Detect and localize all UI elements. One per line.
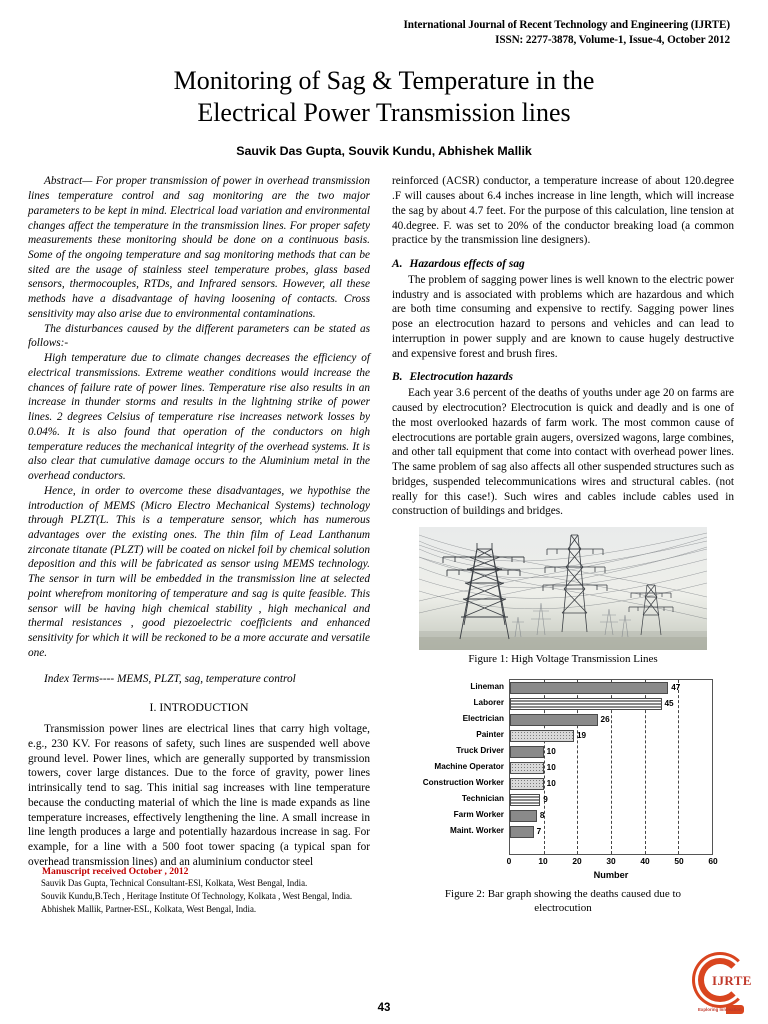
- chart-x-tick: 30: [606, 855, 616, 866]
- chart-category-label: Truck Driver: [456, 745, 504, 755]
- chart-bar-value: 19: [576, 730, 587, 740]
- chart-category-label: Laborer: [473, 697, 504, 707]
- abstract-text: For proper transmission of power in overhead transmission lines temperature control and sag monitoring are the two major parameters to be kept in mind. Electrical load variation and environmental changes affect the temperature in the transmission lines. For proper safety measurements these monitoring should be done on a continuous basis. Some of the ongoing temperature and sag monitoring methods that can be sited are the usage of stainless steel temperature probes, glass based sensors, thermocouples, RTDs, and Infrared sensors. However, all these methods have a disadvantage of having loosening of contacts. Cross sensitivity may also arise due to environmental contaminations.: [28, 175, 370, 320]
- subsection-b-title: Electrocution hazards: [409, 371, 513, 384]
- chart-category-label: Technician: [461, 793, 504, 803]
- chart-category-label: Maint. Worker: [450, 825, 504, 835]
- chart-x-axis-label: Number: [593, 869, 629, 880]
- subsection-b-label: B.: [392, 371, 403, 384]
- figure-2-chart: [413, 679, 718, 880]
- section-heading-introduction: I. INTRODUCTION: [149, 700, 249, 715]
- chart-bar-row: [510, 744, 712, 760]
- chart-x-tick: 0: [506, 855, 512, 866]
- page-title: [28, 65, 740, 128]
- hazardous-effects-paragraph: The problem of sagging power lines is well known to the electric power industry and is associated with problems which are hazardous and which are both time consuming and expensive to rectify. Sagging power lines pose an electrocution hazard to persons and vehicles and can lead to interruption in power supply and are known to cause hugely destructive and expensive forest and brush fires.: [392, 274, 734, 360]
- transmission-towers-illustration: [419, 527, 707, 650]
- chart-bar: [510, 682, 668, 694]
- logo-text: IJRTE: [712, 973, 752, 988]
- chart-bar-value: 9: [543, 794, 548, 804]
- footnote-author-3: Abhishek Mallik, Partner-ESL, Kolkata, West Bengal, India.: [41, 903, 257, 914]
- acsr-paragraph: reinforced (ACSR) conductor, a temperature increase of about 120.degree .F will causes about 6.4 inches increase in line length, which will increase the sag by about 4.7 feet. For the purpose of this calculation, line tension at 40.degree. F. was set to 20% of the conductor breaking load (a common practice by the transmission line designers).: [392, 175, 734, 247]
- chart-bar-value: 7: [536, 826, 542, 836]
- chart-bar-value: 8: [539, 810, 545, 820]
- chart-x-axis-ticks: [506, 855, 718, 869]
- high-temperature-paragraph: High temperature due to climate changes decreases the efficiency of electrical transmissions. Extreme weather conditions would increase the chances of failure rate of power lines. Temperature rise also results in an increase in thunder storms and results in the lightning strike of power lines. 2 degrees Celsius of temperature rise increases network losses by 0.04%. It is also found that operation of the conductors on high temperature reduces the mechanical integrity of the overhead systems. It is also clear that cumulative damage occurs to the Aluminium metal in the overhead conductors.: [28, 352, 370, 483]
- journal-name: International Journal of Recent Technology and Engineering (IJRTE): [403, 19, 730, 31]
- chart-category-label: Electrician: [462, 713, 504, 723]
- chart-x-tick: 20: [572, 855, 582, 866]
- chart-category-labels: [413, 679, 509, 855]
- chart-x-tick: 10: [538, 855, 548, 866]
- abstract-label: Abstract—: [44, 175, 93, 188]
- footnote-author-1: Sauvik Das Gupta, Technical Consultant-ESl, Kolkata, West Bengal, India.: [41, 877, 308, 888]
- chart-bar-value: 10: [546, 778, 556, 788]
- chart-bar-row: [510, 776, 712, 792]
- page-number: 43: [377, 1002, 391, 1014]
- figure-2-caption-line-1: Figure 2: Bar graph showing the deaths caused due to: [444, 887, 682, 900]
- chart-category-label: Construction Worker: [422, 777, 504, 787]
- subsection-a-label: A.: [392, 258, 403, 271]
- chart-category-label: Lineman: [470, 681, 504, 691]
- abstract-paragraph: [28, 174, 370, 321]
- introduction-paragraph: Transmission power lines are electrical lines that carry high voltage, e.g., 230 KV. For reasons of safety, such lines are suspended well above ground level. Power lines, which are generally supported by transmission towers, cover large distances. Due to the force of gravity, power lines intrinsically tend to sag. This initial sag increases with line temperature because the conducting material of which the line is made expands as line temperature increases, effectively lengthening the line. A small increase in line length produces a large and potentially hazardous increase in sag. For example, for a line with a 500 foot tower spacing (a typical span for overhead transmission lines) and an aluminium conductor steel: [28, 723, 370, 868]
- chart-x-tick: 60: [708, 855, 718, 866]
- chart-bar-value: 47: [671, 682, 681, 692]
- index-terms: Index Terms---- MEMS, PLZT, sag, temperature control: [44, 672, 296, 685]
- chart-bar: [510, 810, 537, 822]
- chart-bar: [510, 746, 544, 758]
- chart-category-label: Painter: [476, 729, 504, 739]
- manuscript-received-note: Manuscript received October , 2012: [42, 865, 189, 877]
- chart-bar-row: [510, 808, 712, 824]
- footnote-author-2: Souvik Kundu,B.Tech , Heritage Institute Of Technology, Kolkata , West Bengal, India.: [41, 890, 353, 901]
- chart-bar-value: 26: [600, 714, 610, 724]
- title-line-1: Monitoring of Sag & Temperature in the: [173, 65, 595, 95]
- chart-bar: [510, 730, 574, 742]
- figure-2-caption: [392, 887, 734, 916]
- title-line-2: Electrical Power Transmission lines: [197, 97, 571, 127]
- chart-bar-series: [510, 680, 712, 854]
- chart-category-label: Farm Worker: [453, 809, 504, 819]
- figure-1-caption: Figure 1: High Voltage Transmission Lines: [468, 653, 658, 666]
- chart-x-tick: 50: [674, 855, 684, 866]
- chart-x-tick: 40: [640, 855, 650, 866]
- disturbances-paragraph: The disturbances caused by the different parameters can be stated as follows:-: [28, 322, 370, 350]
- mems-paragraph: Hence, in order to overcome these disadvantages, we hypothise the introduction of MEMS (Micro Electro Mechanical Systems) technology through PLZT(L. This is a temperature sensor, which has numerous advantages over the existing ones. The thin film of Lead Lanthanum zirconate titanate (PLZT) will be coated on nickel foil by chemical solution deposition and this will be fabricated as sensor using MEMS technology. The sensor in turn will be embedded in the transmission line at selected point wherefrom monitoring of temperature and sag is quite feasible. This sensor will be having high chemical stability , high mechanical and thermal resistances , good piezoelectric coefficients and enhanced sensitivity for which it will be reckoned to be a more accurate and versatile one.: [28, 484, 370, 659]
- chart-bar: [510, 826, 534, 838]
- chart-bar: [510, 762, 544, 774]
- figure-1-image: [419, 527, 707, 650]
- chart-bar-row: [510, 728, 712, 744]
- chart-bar: [510, 698, 662, 710]
- subsection-heading-electrocution-hazards: [392, 371, 734, 383]
- subsection-heading-hazardous-effects: [392, 258, 734, 270]
- chart-bar-value: 45: [664, 698, 674, 708]
- journal-header: [28, 18, 740, 49]
- chart-bar-row: [510, 680, 712, 696]
- chart-bar-value: 10: [546, 746, 556, 756]
- right-column: [392, 174, 734, 915]
- chart-bar-row: [510, 792, 712, 808]
- left-column: [28, 174, 370, 915]
- footnote-block: [28, 866, 370, 916]
- logo-tagline: Exploring Innovation: [698, 1007, 742, 1012]
- chart-bar-value: 10: [546, 762, 556, 772]
- chart-bar: [510, 778, 544, 790]
- chart-bar-row: [510, 712, 712, 728]
- chart-category-label: Machine Operator: [434, 761, 504, 771]
- chart-bar-row: [510, 760, 712, 776]
- electrocution-hazards-paragraph: Each year 3.6 percent of the deaths of youths under age 20 on farms are caused by electrocution? Electrocution is quick and deadly and is one of the most overlooked hazards of farm work. The most common cause of electrocutions are portable grain augers, oversized wagons, large combines, and other tall equipment that come into contact with overhead power lines. The same problem of sag also affects all other suspended structures such as bridges, suspended telecommunications wires and structural cables. (not really for this case!). Such wires and cables include cables used in construction of buildings and bridges.: [392, 387, 734, 518]
- figure-2-caption-line-2: electrocution: [534, 902, 592, 915]
- chart-bars-area: [509, 679, 713, 855]
- author-list: Sauvik Das Gupta, Souvik Kundu, Abhishek Mallik: [236, 144, 532, 159]
- two-column-body: [28, 174, 740, 915]
- subsection-a-title: Hazardous effects of sag: [409, 258, 525, 271]
- journal-issn-line: ISSN: 2277-3878, Volume-1, Issue-4, October 2012: [495, 34, 730, 47]
- chart-plot-area: [413, 679, 713, 855]
- chart-bar: [510, 714, 598, 726]
- chart-bar-row: [510, 824, 712, 840]
- chart-bar: [510, 794, 540, 806]
- chart-bar-row: [510, 696, 712, 712]
